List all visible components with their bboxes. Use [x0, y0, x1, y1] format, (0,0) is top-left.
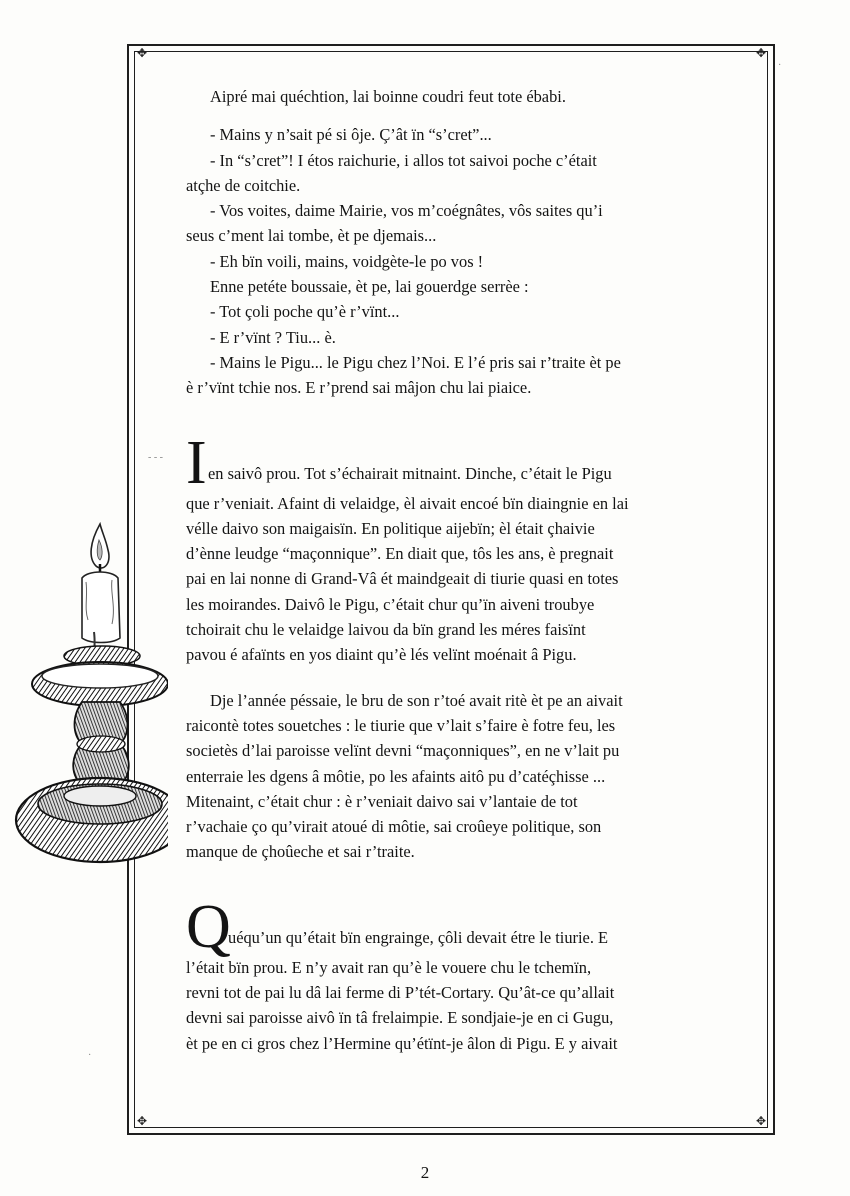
page-text: [186, 84, 726, 1056]
dialogue-line: - Mains y n’sait pé si ôje. Ç’ât ïn “s’cret”...: [210, 125, 492, 145]
candle-illustration: [8, 520, 168, 900]
paragraph-line: r’vachaie ço qu’virait atoué di môtie, sai croûeye politique, son: [186, 817, 602, 837]
corner-ornament-icon: ✥: [136, 1114, 148, 1128]
paragraph-line: uéqu’un qu’était bïn engrainge, çôli devait étre le tiurie. E: [228, 928, 609, 948]
paragraph-line: que r’veniait. Afaint di velaidge, èl aivait encoé bïn diaingnie en lai: [186, 493, 629, 513]
dialogue-line: atçhe de coitchie.: [186, 175, 301, 195]
paragraph-line: les moirandes. Daivô le Pigu, c’était chur qu’ïn aiveni troubye: [186, 594, 595, 614]
paragraph-line: manque de çhoûeche et sai r’traite.: [186, 842, 415, 862]
paragraph-line: revni tot de pai lu dâ lai ferme di P’tét-Cortary. Qu’ât-ce qu’allait: [186, 983, 615, 1003]
dialogue-line: Enne petéte boussaie, èt pe, lai gouerdge serrèe :: [210, 277, 529, 297]
margin-speck: ·: [88, 1050, 92, 1061]
paragraph-line: èt pe en ci gros chez l’Hermine qu’étïnt-je âlon di Pigu. E y aivait: [186, 1033, 618, 1053]
paragraph-line: Dje l’année péssaie, le bru de son r’toé avait ritè èt pe an aivait: [210, 690, 623, 710]
paragraph-line: tchoirait chu le velaidge laivou da bïn grand les méres faisïnt: [186, 620, 586, 640]
candle-body: [82, 572, 120, 643]
paragraph-line: l’était bïn prou. E n’y avait ran qu’è le vouere chu le tchemïn,: [186, 957, 592, 977]
dialogue-line: - Eh bïn voili, mains, voidgète-le po vos !: [210, 251, 484, 271]
paragraph-line: enterraie les dgens â môtie, po les afaints aitô pu d’catéçhisse ...: [186, 766, 606, 786]
dialogue-line: - Mains le Pigu... le Pigu chez l’Noi. E l’é pris sai r’traite èt pe: [210, 352, 621, 372]
dialogue-line: - Tot çoli poche qu’è r’vïnt...: [210, 302, 400, 322]
page-number: 2: [420, 1163, 430, 1182]
margin-speck: - - -: [148, 452, 163, 463]
dialogue-line: seus c’ment lai tombe, èt pe djemais...: [186, 226, 437, 246]
paragraph-line: pavou é afaïnts en yos diaint qu’è lés velïnt moénait â Pigu.: [186, 645, 577, 665]
drop-cap: I: [186, 428, 207, 497]
paragraph-line: en saivô prou. Tot s’échairait mitnaint. Dinche, c’était le Pigu: [208, 464, 612, 484]
paragraph-line: Aipré mai quéchtion, lai boinne coudri feut tote ébabi.: [210, 87, 566, 106]
paragraph-line: Mitenaint, c’était chur : è r’veniait daivo sai v’lantaie de tot: [186, 791, 578, 811]
corner-ornament-icon: ✥: [755, 1114, 767, 1128]
margin-speck: ·: [778, 60, 782, 71]
paragraph-line: d’ènne leudge “maçonnique”. En diait que, tôs les ans, è pregnait: [186, 544, 614, 564]
paragraph-line: raicontè totes souetches : le tiurie que v’lait s’faire è fotre feu, les: [186, 715, 616, 735]
paragraph-line: societès d’lai paroisse velïnt devni “maçonniques”, en ne v’lait pu: [186, 741, 620, 761]
section-first-line: [186, 428, 726, 497]
drop-cap: Q: [186, 892, 231, 961]
section-first-line: [186, 892, 726, 961]
dialogue-line: - Vos voites, daime Mairie, vos m’coégnâtes, vôs saites qu’i: [210, 201, 603, 221]
corner-ornament-icon: ✥: [755, 46, 767, 60]
paragraph-line: vélle daivo son maigaisïn. En politique aijebïn; èl était çhaivie: [186, 518, 595, 538]
dialogue-line: - E r’vïnt ? Tiu... è.: [210, 327, 336, 347]
dialogue-line: è r’vïnt tchie nos. E r’prend sai mâjon chu lai piaice.: [186, 378, 532, 398]
paragraph-line: devni sai paroisse aivô ïn tâ frelaimpie. E sondjaie-je en ci Gugu,: [186, 1008, 614, 1028]
dialogue-line: - In “s’cret”! I étos raichurie, i allos tot saivoi poche c’était: [210, 150, 597, 170]
paragraph-line: pai en lai nonne di Grand-Vâ ét maindgeait di tiurie quasi en totes: [186, 569, 619, 589]
corner-ornament-icon: ✥: [136, 46, 148, 60]
